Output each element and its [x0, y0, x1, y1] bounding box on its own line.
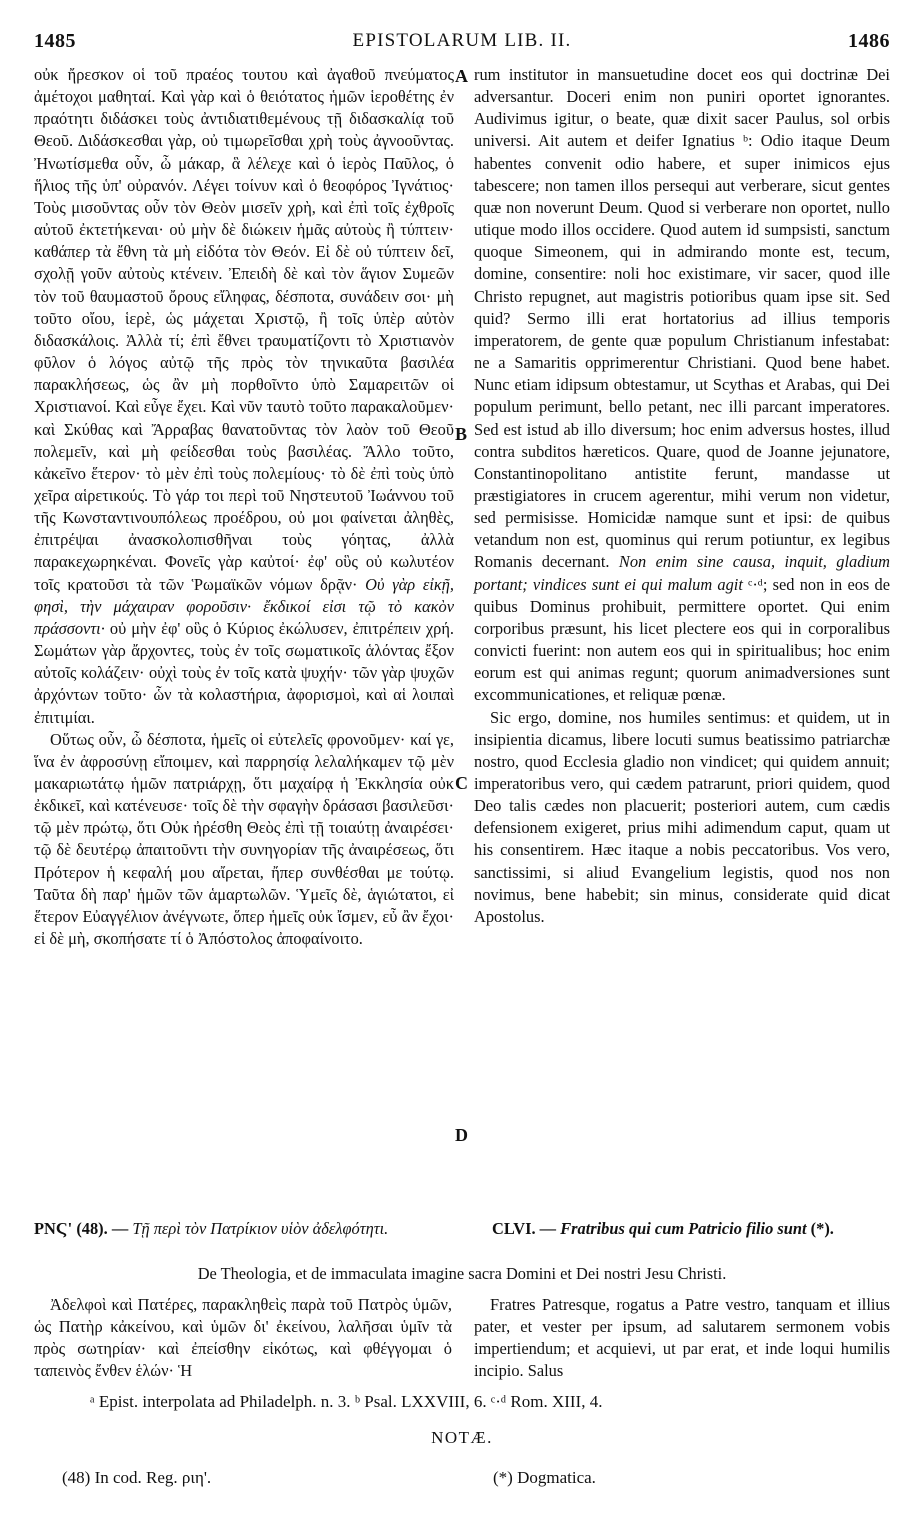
latin-paragraph-2: Sic ergo, domine, nos humiles sentimus: et quidem, ut in insipientia dicamus, libere locuti sumus beatissimo patriarchæ nostro, quod Ecclesia gladio non vindicet; qui quidem annuit; imperatoribus vero, qui cædem patrarunt, priori quidem, quod Deo talis cædes non placuerit; posteriori autem, cum cædis defensionem exigeret, prius mihi adimendum caput, quam ut his consentirem. Hæc itaque a nobis peccatoribus. Vos vero, sanctissimi, si aliud Evangelium legistis, quod nos non novimus, bene habebit; sin minus, considerate quid dicat Apostolus.: [474, 707, 890, 926]
greek-text: οὐ μὴν ἐφ' οὓς ὁ Κύριος ἐκώλυσεν, ἐπιτρέπειν χρή. Σωμάτων γὰρ ἄρχοντες, τοὺς ἐν τοῖς σωματικοῖς ἁλόντας ἔξον αὐτοῖς κολάζειν· οὐχὶ τοὺς ἐν τοῖς κατὰ ψυχήν· τῶν γὰρ ψυχῶν ἀρχόντων τοῦτο· ὧν τὰ κολαστήρια, ἀφορισμοὶ, καὶ αἱ λοιπαὶ ἐπιτιμίαι.: [34, 618, 454, 727]
notae-heading: NOTÆ.: [431, 1428, 493, 1447]
right-page-number: 1486: [848, 30, 890, 52]
note-asterisk: (*) Dogmatica.: [493, 1468, 596, 1487]
latin-paragraph-1: [474, 64, 890, 707]
margin-letter-c: C: [455, 773, 468, 793]
latin-text: rum institutor in mansuetudine docet eos qui doctrinæ Dei adversantur. Doceri enim non puniri oportet ignorantes. Audivimus igitur, o beate, quæ dixit sacer Paulus, sol orbis universi. Ait autem et deifer Ignatius ᵇ: Odio itaque Deum habentes convenit odio habere, et super inimicos ejus tabescere; non tamen illos persequi aut verberare, sicut gentes quæ non noverunt Deum. Quod si verberare non oportet, nullo utique modo illos occidere. Quod autem id sumpsisti, sanctum quoque Simeonem, qui in admirando monte est, tecum, domine, consentire: noli hoc existimare, vir sacer, quod ille Christo repugnet, aut magistris potioribus quam ipse sit. Sed quid? Sermo illi erat hortatorius ad illius temporis imperatorem, de gente quæ populum Christianum infestabat: ne a Samaritis opprimerentur Christiani. Quod bene habet. Nunc etiam idipsum obtestamur, ut Scythas et Arabas, qui Dei populum perimunt, bello petant, nec illi parcant imperatores. Sed est istud ab illo diversum; hoc enim adversus hostes, illud contra subditos hæreticos. Quare, quod de Joanne jejunatore, Constantinopolitano antistite ferunt, mandasse ut præstigiatores in crucem agerentur, mihi verum non videtur, sed permisisse. Homicidæ namque sunt et ipsi: de quibus vetandum non est, quominus qui rerum potiuntur, ex legibus Romanis decernant.: [474, 65, 890, 572]
latin-column-2: [474, 1294, 890, 1383]
greek-letter-title: Τῇ περὶ τὸν Πατρίκιον υἱὸν ἀδελφότητι.: [132, 1219, 389, 1238]
latin-text: ; sed non in eos de quibus Dominus prohibuit, permittere oportet. Qui enim corporibus præsunt, his licet plectere eos qui in corporalibus convicti fuerint: non autem eos qui in spiritualibus; hoc enim eorum est qui animas regunt; quorum animadversiones sunt excommunicationes, et reliquæ pœnæ.: [474, 574, 890, 705]
footnotes: ᵃ Epist. interpolata ad Philadelph. n. 3. ᵇ Psal. LXXVIII, 6. ᶜ·ᵈ Rom. XIII, 4.: [90, 1392, 603, 1411]
greek-column: [34, 64, 454, 950]
footnote-ref: ᶜ·ᵈ: [748, 574, 763, 594]
left-page-number: 1485: [34, 30, 76, 52]
greek-column-2: [34, 1294, 452, 1383]
greek-scripture-quote: Οὐ γὰρ εἰκῇ, φησὶ, τὴν μάχαιραν φοροῦσιν· ἔκδικοί εἰσι τῷ τὸ κακὸν πράσσοντι·: [34, 574, 454, 638]
note-48: (48) In cod. Reg. ριη'.: [62, 1468, 212, 1487]
greek-text: οὐκ ἤρεσκον οἱ τοῦ πραέος τουτου καὶ ἀγαθοῦ πνεύματος ἀμέτοχοι μαθηταί. Καὶ γὰρ καὶ ὁ θειότατος ἡμῶν ἱεροθέτης ἐν πραότητι διδάσκει τοὺς ἀντιδιατιθεμένους τῇ διδασκαλίᾳ τοῦ Θεοῦ. Διδάσκεσθαι γὰρ, οὐ τιμωρεῖσθαι χρὴ τοὺς ἀγνοοῦντας. Ἠνωτίσμεθα οὖν, ὦ μάκαρ, ἃ λέλεχε καὶ ὁ ἱερὸς Παῦλος, ὁ ἥλιος τῆς ὑπ' οὐρανόν. Λέγει τοίνυν καὶ ὁ θεοφόρος Ἰγνάτιος· Τοὺς μισοῦντας οὖν τὸν Θεὸν μισεῖν χρὴ, καὶ ἐπὶ τοῖς ἐχθροῖς αὐτοῦ ἐκτετήκεναι· οὐ μὴν δὲ διώκειν ἡμᾶς αὐτοὺς ἢ τύπτειν· καθάπερ τὰ ἔθνη τὰ μὴ εἰδότα τὸν Θεόν. Εἰ δὲ οὐ τύπτειν δεῖ, σχολῇ γοῦν αὐτοὺς κτένειν. Ἐπειδὴ δὲ καὶ τὸν ἅγιον Συμεῶν τὸν τοῦ θαυμαστοῦ ὄρους εἴληφας, δέσποτα, συνάδειν σοι· μὴ τοῦτο οἴου, ἱερὲ, ὡς μάχεται Χριστῷ, ἢ τοῖς ὑπὲρ αὐτὸν διδασκάλοις. Ἀλλὰ τί; ἐπὶ ἔθνει τραυματίζοντι τὸ Χριστιανὸν φῦλον ὁ λόγος αὐτῷ τῆς πρὸς τὸν τηνικαῦτα βασιλέα παρακλήσεως, ὡς ἂν μὴ πορθοῖντο ὑπὸ Σαμαρειτῶν οἱ Χριστιανοί. Καὶ εὖγε ἔχει. Καὶ νῦν ταυτὸ τοῦτο παρακαλοῦμεν· καὶ Σκύθας καὶ Ἄρραβας θανατοῦντας τὸν λαὸν τοῦ Θεοῦ πολεμεῖν, καὶ μὴ φείδεσθαι τοὺς βασιλέας. Ἄλλο τοῦτο, κἀκεῖνο ἕτερον· τὸ μὲν ἐπὶ τοὺς πολεμίους· τὸ δὲ ἐπὶ τοὺς ὑπὸ χεῖρα αἱρετικούς. Τὸ γάρ τοι περὶ τοῦ Νηστευτοῦ Ἰωάννου τοῦ τῆς Κωνσταντινουπόλεως προέδρου, οὐ μοι φαίνεται ἀληθὲς, ἐπιτρέψαι ἀνασκολοπισθῆναι τοὺς γόητας, ἀλλὰ παρακεχωρηκέναι. Φονεῖς γὰρ καὐτοί· ἐφ' οὓς οὐ κωλυτέον τοῖς κρατοῦσι τὰ τῶν Ῥωμαϊκῶν νόμων δρᾷν·: [34, 65, 454, 594]
latin-letter-mark: (*).: [806, 1219, 834, 1238]
margin-letter-d: D: [455, 1125, 468, 1145]
greek-paragraph-3: Ἀδελφοὶ καὶ Πατέρες, παρακληθεὶς παρὰ τοῦ Πατρὸς ὑμῶν, ὡς Πατὴρ κἀκείνου, καὶ ὑμῶν δι' ἐκείνου, λαλῆσαι ὑμῖν τὰ πρὸς σωτηρίαν· καὶ ἐπείσθην εἰκότως, καὶ φθέγγομαι ὁ ταπεινὸς ἔνθεν ἑλών· Ἡ: [34, 1295, 452, 1381]
running-title: EPISTOLARUM LIB. II.: [352, 30, 572, 51]
greek-paragraph-1: [34, 64, 454, 729]
margin-letter-b: B: [455, 424, 468, 444]
latin-scripture-quote: Non enim sine causa, inquit, gladium portant; vindices sunt ei qui malum agit: [474, 552, 890, 594]
greek-letter-number: ΡΝϚ' (48). —: [34, 1219, 129, 1238]
latin-paragraph-3: Fratres Patresque, rogatus a Patre vestro, tanquam et illius pater, et vester per ipsum, ad salutarem sermonem vobis impertiendum; et acquievi, ut par erat, et inde loqui humilis incipio. Salus: [474, 1295, 890, 1381]
greek-paragraph-2: Οὕτως οὖν, ὦ δέσποτα, ἡμεῖς οἱ εὐτελεῖς φρονοῦμεν· καί γε, ἵνα ἐν ἀφροσύνῃ εἴποιμεν, καὶ παρρησίᾳ λελαλήκαμεν τῷ μὲν μακαριωτάτῳ ἡμῶν πατριάρχῃ, ὅτι μαχαίρᾳ ἡ Ἐκκλησία οὐκ ἐκδικεῖ, καὶ κατένευσε· τοῖς δὲ τὴν σφαγὴν δράσασι βασιλεῦσι· τῷ μὲν πρώτῳ, ὅτι Οὐκ ἠρέσθη Θεὸς ἐπὶ τῇ τοιαύτῃ ἀναιρέσει· τῷ δὲ δευτέρῳ ἀπαιτοῦντι τὴν συνηγορίαν τῆς ἀναιρέσεως, ὅτι Πρότερον ἡ κεφαλή μου αἴρεται, ἤπερ συνθέσθαι με τούτῳ. Ταῦτα δὴ παρ' ἡμῶν τῶν ἁμαρτωλῶν. Ὑμεῖς δὲ, ἁγιώτατοι, εἰ ἕτερον Εὐαγγέλιον ἀνέγνωτε, ὅπερ ἡμεῖς οὐκ ἴσμεν, εὖ ἂν ἔχοι· εἰ δὲ μὴ, σκοπήσατε τί ὁ Ἀπόστολος ἀποφαίνοιτο.: [34, 729, 454, 949]
greek-letter-heading: [34, 1218, 454, 1240]
running-header: [34, 30, 890, 58]
latin-column: [474, 64, 890, 928]
latin-letter-heading: [492, 1218, 890, 1240]
margin-letter-a: A: [455, 66, 468, 86]
latin-letter-number: CLVI. —: [492, 1219, 557, 1238]
latin-letter-title: Fratribus qui cum Patricio filio sunt: [560, 1219, 807, 1238]
letter-subtitle: De Theologia, et de immaculata imagine sacra Domini et Dei nostri Jesu Christi.: [197, 1264, 727, 1283]
